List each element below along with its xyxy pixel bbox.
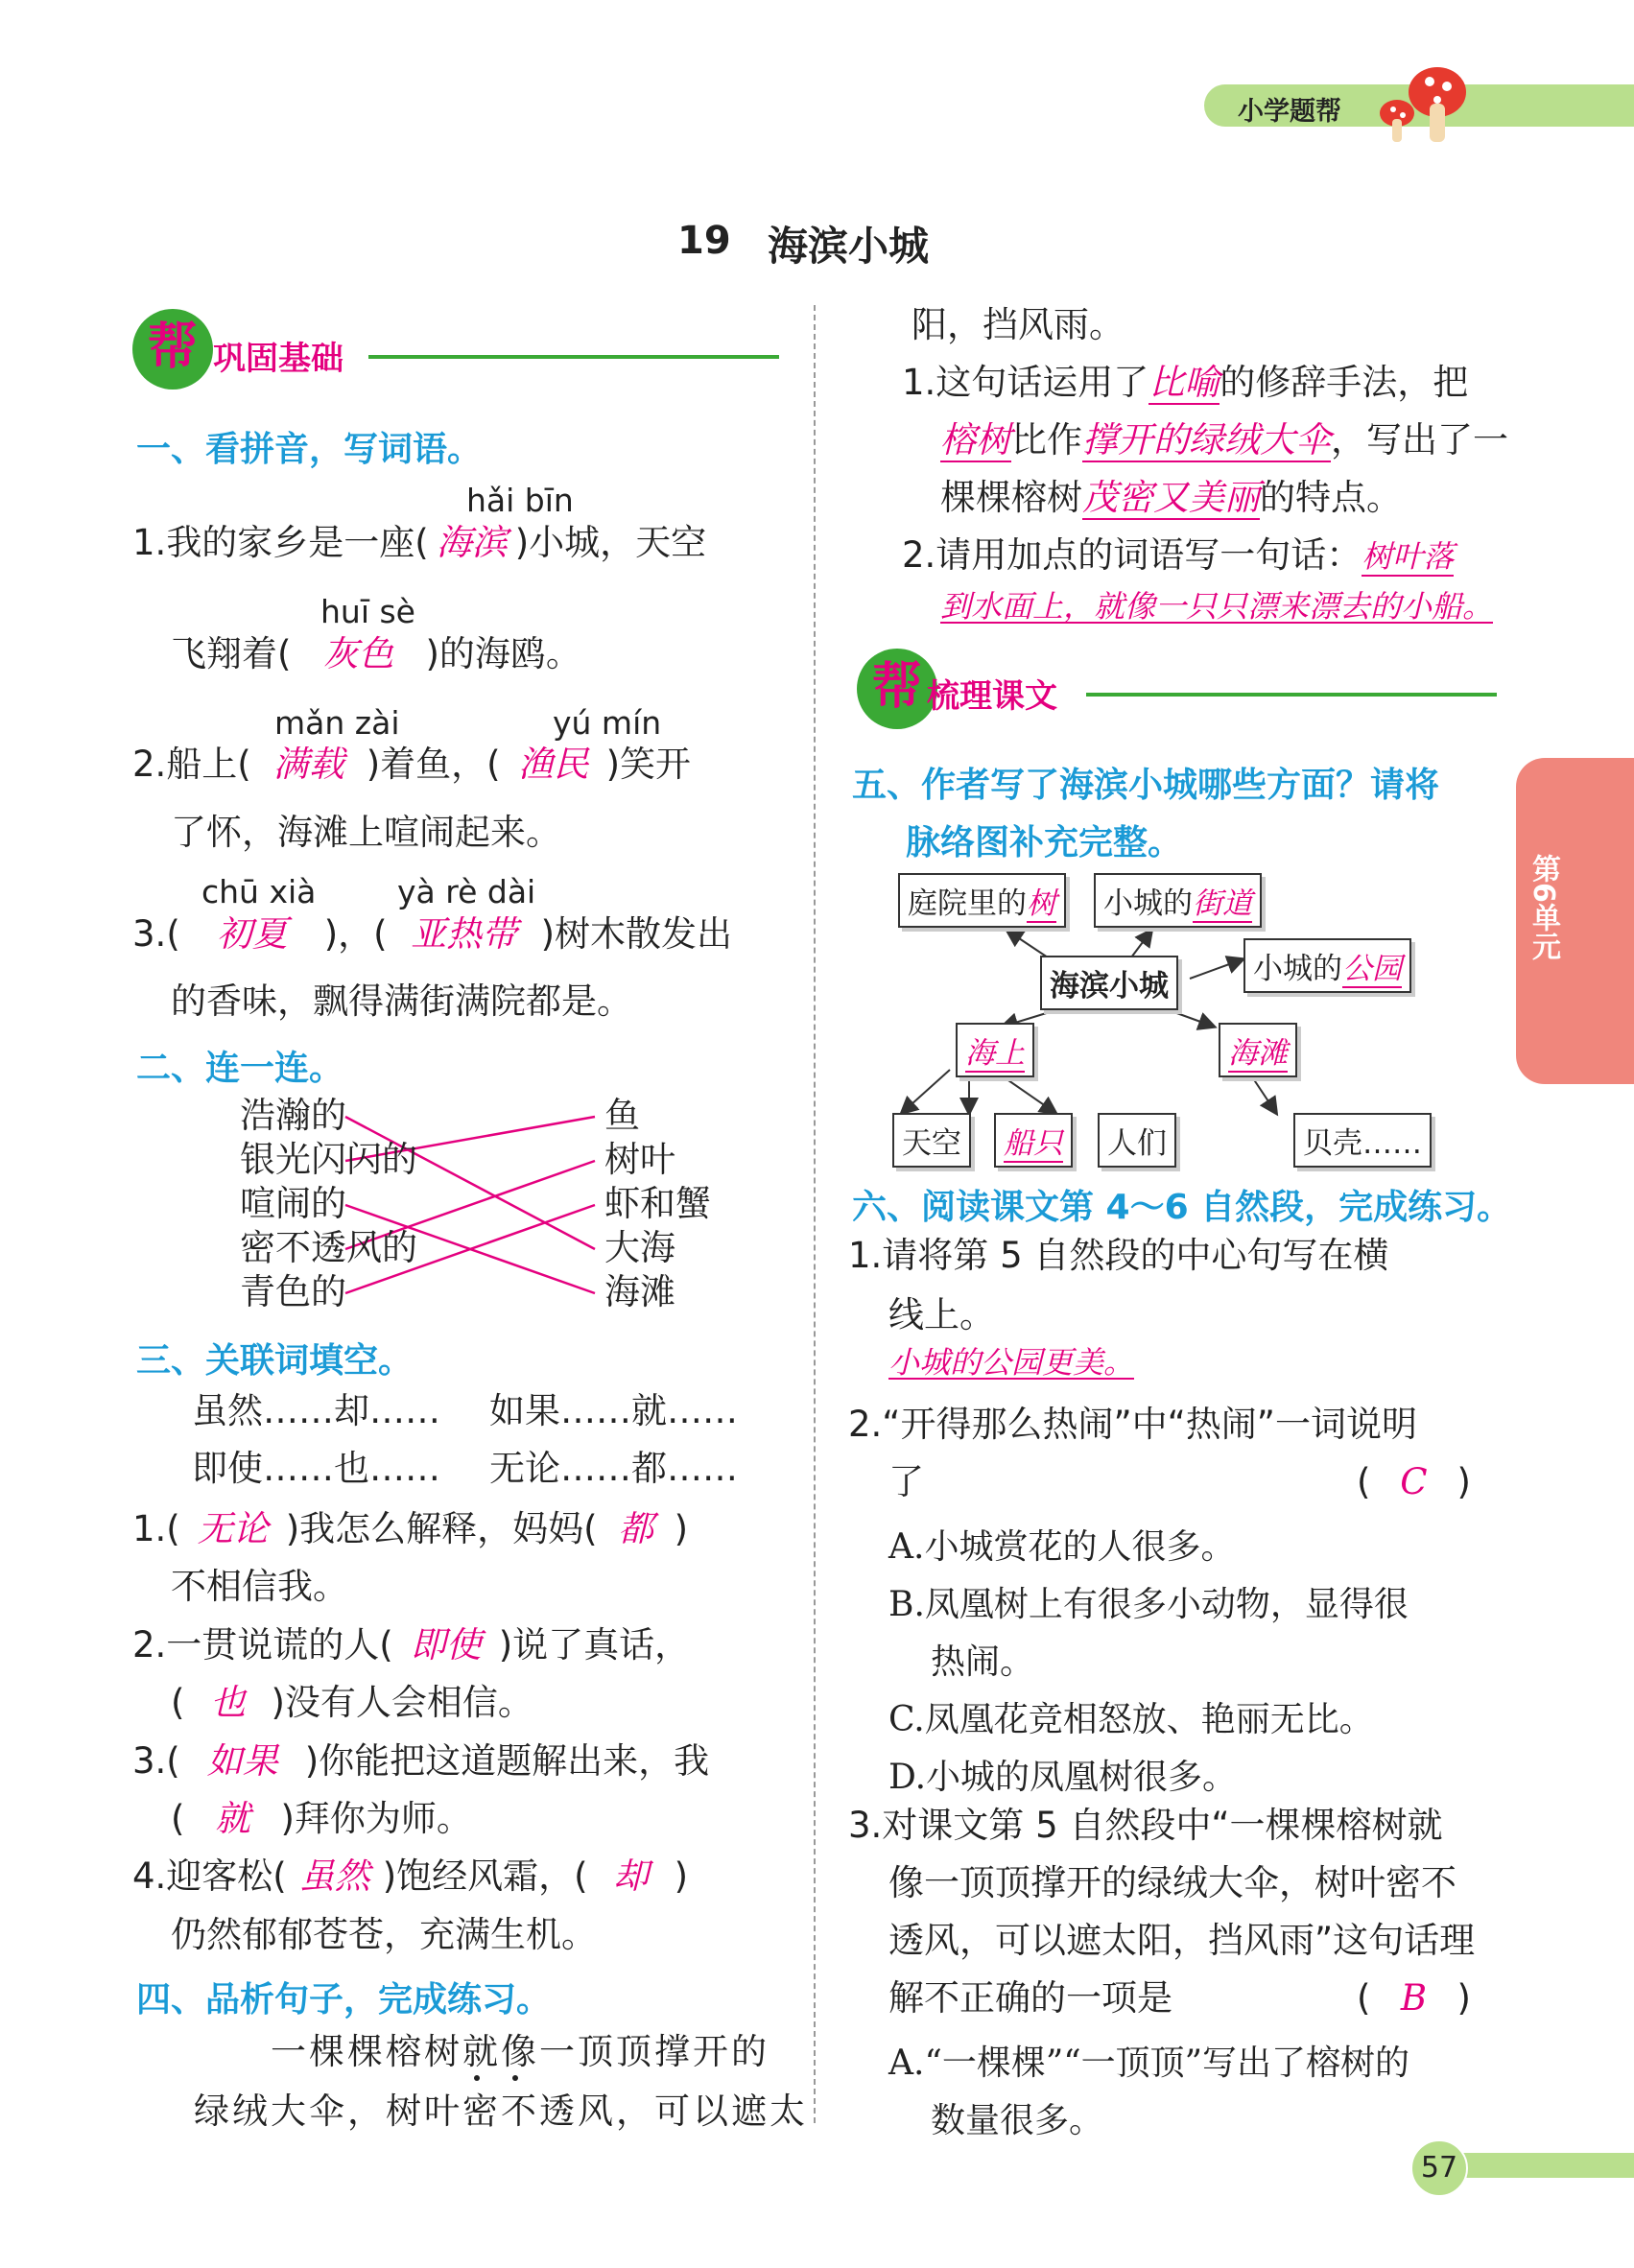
q-number: 1. [132, 522, 167, 563]
page-number: 57 [1410, 2139, 1468, 2197]
q-text: )着鱼，( [366, 744, 501, 785]
mindmap-node-sky: 天空 [892, 1113, 971, 1168]
option-b-cont: 热闹。 [931, 1642, 1035, 1682]
right-word: 虾和蟹 [604, 1183, 711, 1224]
left-word: 银光闪闪的 [240, 1139, 417, 1180]
answer: 比喻 [1149, 362, 1220, 403]
mindmap-node-sea [956, 1023, 1034, 1077]
q-text: 我的家乡是一座( [166, 522, 429, 563]
answer: 都 [618, 1508, 654, 1549]
mindmap-node-park: 小城的公园 [1243, 938, 1411, 993]
left-word: 浩瀚的 [240, 1095, 346, 1136]
question-text [132, 522, 707, 563]
question-text: 2.船上( 满载 )着鱼，( 渔民 )笑开 [132, 744, 692, 785]
answer: 街道 [1193, 886, 1252, 921]
sort-badge: 帮 [857, 649, 937, 729]
right-word: 鱼 [604, 1095, 640, 1136]
q-text: 船上( [166, 744, 251, 785]
answer: 海上 [965, 1036, 1025, 1071]
question-text: ( 就 )拜你为师。 [171, 1798, 472, 1839]
answer: 灰色 [322, 633, 394, 674]
conjunction-option: 即使……也…… [192, 1448, 440, 1489]
passage-line: 阳，挡风雨。 [912, 304, 1125, 345]
answer: 树 [1027, 886, 1056, 921]
s5-heading: 脉络图补充完整。 [906, 823, 1183, 862]
mindmap-node-shell: 贝壳…… [1293, 1113, 1432, 1168]
answer: 虽然 [298, 1855, 370, 1897]
answer: 却 [613, 1855, 650, 1897]
pinyin: chū xià [201, 873, 317, 910]
question-text: 仍然郁郁苍苍，充满生机。 [171, 1914, 597, 1955]
question-text: 3.( 如果 )你能把这道题解出来，我 [132, 1740, 710, 1782]
option-d: D.小城的凤凰树很多。 [888, 1758, 1238, 1797]
lesson-number: 19 [677, 219, 731, 263]
right-word: 海滩 [604, 1271, 675, 1312]
answer: 到水面上，就像一只只漂来漂去的小船。 [940, 588, 1494, 625]
option-a: A.小城赏花的人很多。 [888, 1527, 1236, 1567]
s5-heading: 五、作者写了海滨小城哪些方面？请将 [852, 766, 1440, 805]
q-text: )小城，天空 [514, 522, 707, 563]
answer: 如果 [206, 1740, 278, 1782]
answer: 亚热带 [411, 913, 518, 955]
mindmap-node-center: 海滨小城 [1040, 956, 1178, 1010]
conjunction-option: 虽然……却…… [192, 1390, 440, 1431]
column-divider [814, 305, 816, 2123]
mindmap-node-ship [994, 1113, 1073, 1168]
answer: 满载 [272, 744, 344, 785]
answer: 海滩 [1228, 1036, 1288, 1071]
s2-heading: 二、连一连。 [136, 1049, 344, 1088]
answer: 海滨 [436, 522, 508, 563]
passage-line: 一棵棵榕树就像一顶顶撑开的 [271, 2031, 770, 2072]
question-text: 解不正确的一项是 [888, 1977, 1172, 2019]
question-text: 不相信我。 [171, 1566, 348, 1607]
question-text [171, 633, 581, 674]
unit-side-tab-text: 第6单元 [1527, 854, 1560, 960]
lesson-title: 海滨小城 [768, 223, 930, 270]
mindmap-node-street: 小城的街道 [1094, 873, 1262, 928]
answer: 小城的公园更美。 [888, 1344, 1135, 1381]
option-b: B.凤凰树上有很多小动物，显得很 [888, 1585, 1409, 1624]
q-text: )，( [323, 913, 388, 955]
answer: 撑开的绿绒大伞 [1082, 419, 1331, 461]
question-text: 棵棵榕树茂密又美丽的特点。 [940, 477, 1402, 518]
answer: 树叶落 [1362, 538, 1455, 575]
question-text: 3.对课文第 5 自然段中“一棵棵榕树就 [848, 1805, 1443, 1846]
question-text: 4.迎客松( 虽然 )饱经风霜，( 却 ) [132, 1855, 689, 1897]
sort-tag-line [1086, 693, 1497, 697]
question-text: ( 也 )没有人会相信。 [171, 1682, 533, 1723]
answer: 船只 [1004, 1126, 1063, 1161]
left-word: 喧闹的 [240, 1183, 346, 1224]
pinyin: huī sè [320, 593, 415, 630]
left-word: 青色的 [240, 1271, 346, 1312]
sort-tag-text: 梳理课文 [927, 677, 1057, 716]
question-text: 2.“开得那么热闹”中“热闹”一词说明 [848, 1404, 1417, 1445]
question-text: 1.这句话运用了比喻的修辞手法，把 [902, 362, 1469, 403]
answer: 初夏 [216, 913, 288, 955]
s6-heading: 六、阅读课文第 4～6 自然段，完成练习。 [852, 1188, 1512, 1227]
answer: 榕树 [940, 419, 1011, 461]
answer: C [1400, 1461, 1428, 1502]
q-text: )树木散发出 [540, 913, 733, 955]
mindmap-node-beach [1219, 1023, 1297, 1077]
passage-line: 绿绒大伞，树叶密不透风，可以遮太 [194, 2091, 808, 2132]
question-text: 了怀，海滩上喧闹起来。 [171, 812, 561, 853]
emphasis-dot [474, 2075, 480, 2081]
question-text: 2.一贯说谎的人( 即使 )说了真话， [132, 1624, 691, 1666]
conjunction-option: 无论……都…… [489, 1448, 738, 1489]
answer: 就 [214, 1798, 250, 1839]
pinyin: yà rè dài [397, 873, 536, 910]
question-text: 透风，可以遮太阳，挡风雨”这句话理 [888, 1920, 1476, 1961]
answer: 渔民 [517, 744, 589, 785]
foundation-tag-text: 巩固基础 [213, 340, 343, 378]
answer: B [1400, 1977, 1428, 2019]
question-text: 像一顶顶撑开的绿绒大伞，树叶密不 [888, 1862, 1456, 1903]
matching-exercise [240, 1094, 739, 1324]
mindmap-node-people: 人们 [1098, 1113, 1176, 1168]
left-word: 密不透风的 [240, 1227, 417, 1268]
mindmap-node-yard: 庭院里的树 [898, 873, 1066, 928]
q-text: 飞翔着( [171, 633, 292, 674]
answer-bracket: ( B ) [1357, 1977, 1471, 2019]
answer-bracket: ( C ) [1357, 1461, 1471, 1502]
foundation-badge: 帮 [132, 309, 213, 390]
emphasis-dot [512, 2075, 518, 2081]
question-text: 了 [888, 1461, 924, 1502]
option-a-cont: 数量很多。 [931, 2101, 1104, 2140]
answer: 即使 [410, 1624, 482, 1666]
conjunction-option: 如果……就…… [489, 1390, 738, 1431]
s4-heading: 四、品析句子，完成练习。 [136, 1980, 552, 2020]
question-text: 2.请用加点的词语写一句话：树叶落 [902, 534, 1455, 576]
brand-label: 小学题帮 [1238, 97, 1341, 127]
mushroom-icon [1362, 58, 1468, 144]
question-text: 的香味，飘得满街满院都是。 [171, 980, 632, 1022]
pinyin: hǎi bīn [466, 482, 574, 519]
option-a: A.“一棵棵”“一顶顶”写出了榕树的 [888, 2044, 1410, 2083]
question-text: 榕树比作撑开的绿绒大伞，写出了一 [940, 419, 1508, 461]
answer: 无论 [197, 1508, 269, 1549]
question-text: 3.( 初夏 )，( 亚热带 )树木散发出 [132, 913, 733, 955]
q-text: ( [166, 913, 180, 955]
question-text: 1.请将第 5 自然段的中心句写在横 [848, 1235, 1389, 1276]
right-word: 树叶 [604, 1139, 675, 1180]
answer: 也 [209, 1682, 246, 1723]
q-text: )笑开 [605, 744, 692, 785]
question-text: 线上。 [888, 1294, 995, 1335]
option-c: C.凤凰花竞相怒放、艳丽无比。 [888, 1700, 1374, 1739]
foundation-tag-line [368, 355, 779, 359]
answer: 公园 [1342, 952, 1402, 986]
answer: 茂密又美丽 [1082, 477, 1260, 518]
pinyin: yú mín [553, 704, 662, 742]
s1-heading: 一、看拼音，写词语。 [136, 430, 483, 469]
right-word: 大海 [604, 1227, 675, 1268]
q-text: )的海鸥。 [425, 633, 581, 674]
pinyin: mǎn zài [274, 704, 400, 742]
s3-heading: 三、关联词填空。 [136, 1341, 414, 1381]
question-text: 1.( 无论 )我怎么解释，妈妈( 都 ) [132, 1508, 689, 1549]
